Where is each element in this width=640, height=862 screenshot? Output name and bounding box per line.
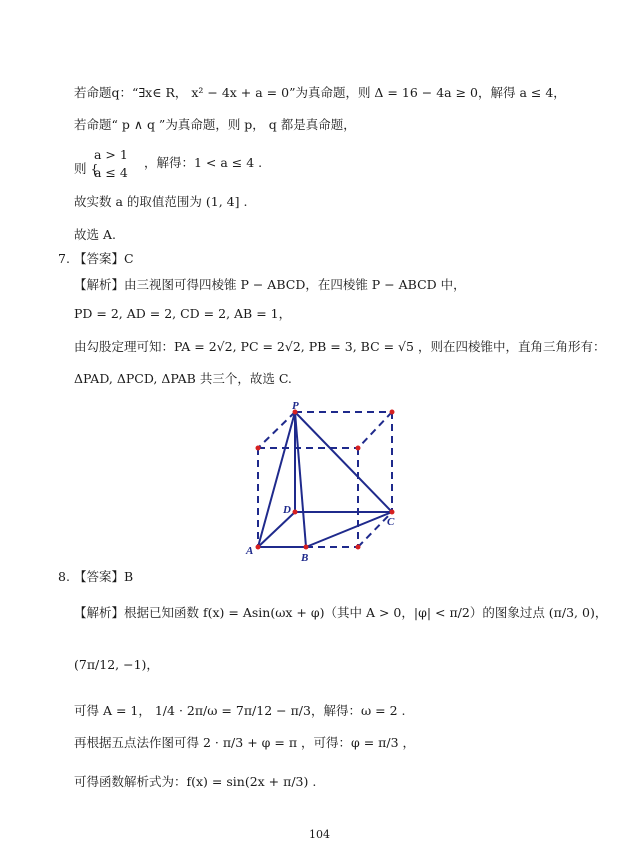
q7-analysis-line-3: 由勾股定理可知：PA = 2√2, PC = 2√2, PB = 3, BC = √5 ，则在四棱锥中，直角三角形有： [74,339,606,354]
q8-analysis-line-5: 可得函数解析式为：f(x) = sin(2x + π/3) . [74,774,317,789]
q8-analysis-line-2: (7π/12, −1)， [74,657,159,672]
system-top: a > 1 [94,147,128,162]
system-bottom: a ≤ 4 [94,165,128,180]
question-7-answer: 【答案】C [74,251,134,266]
pyramid-in-cube-figure [240,400,410,565]
label-B: B [301,552,309,564]
q8-analysis-line-1: 【解析】根据已知函数 f(x) = Asin(ωx + φ)（其中 A > 0，|φ| < π/2）的图象过点 (π/3, 0)， [74,605,608,620]
label-A: A [246,545,254,557]
system-suffix: ，解得：1 < a ≤ 4 . [144,155,263,170]
page-number: 104 [309,828,330,841]
label-P: P [292,400,299,412]
line-choose-a: 故选 A. [74,227,116,242]
question-7-number: 7. [58,251,70,266]
q7-analysis-line-1: 【解析】由三视图可得四棱锥 P − ABCD，在四棱锥 P − ABCD 中， [74,277,466,292]
q8-analysis-line-3: 可得 A = 1， 1/4 · 2π/ω = 7π/12 − π/3，解得：ω = 2 . [74,703,406,718]
system-prefix: 则 { [74,161,99,176]
label-C: C [387,516,395,528]
question-8-answer: 【答案】B [74,569,134,584]
q8-analysis-line-4: 再根据五点法作图可得 2 · π/3 + φ = π ，可得：φ = π/3 ， [74,735,416,750]
line-proposition-q: 若命题q：“∃x∈ R， x² − 4x + a = 0”为真命题，则 Δ = 16 − 4a ≥ 0，解得 a ≤ 4， [74,85,566,100]
line-p-and-q: 若命题“ p ∧ q ”为真命题，则 p， q 都是真命题， [74,117,356,132]
line-range: 故实数 a 的取值范围为 (1, 4] . [74,194,248,209]
question-8-number: 8. [58,569,70,584]
q7-analysis-line-4: ΔPAD, ΔPCD, ΔPAB 共三个，故选 C. [74,371,292,386]
label-D: D [283,504,291,516]
q7-analysis-line-2: PD = 2, AD = 2, CD = 2, AB = 1， [74,306,292,321]
